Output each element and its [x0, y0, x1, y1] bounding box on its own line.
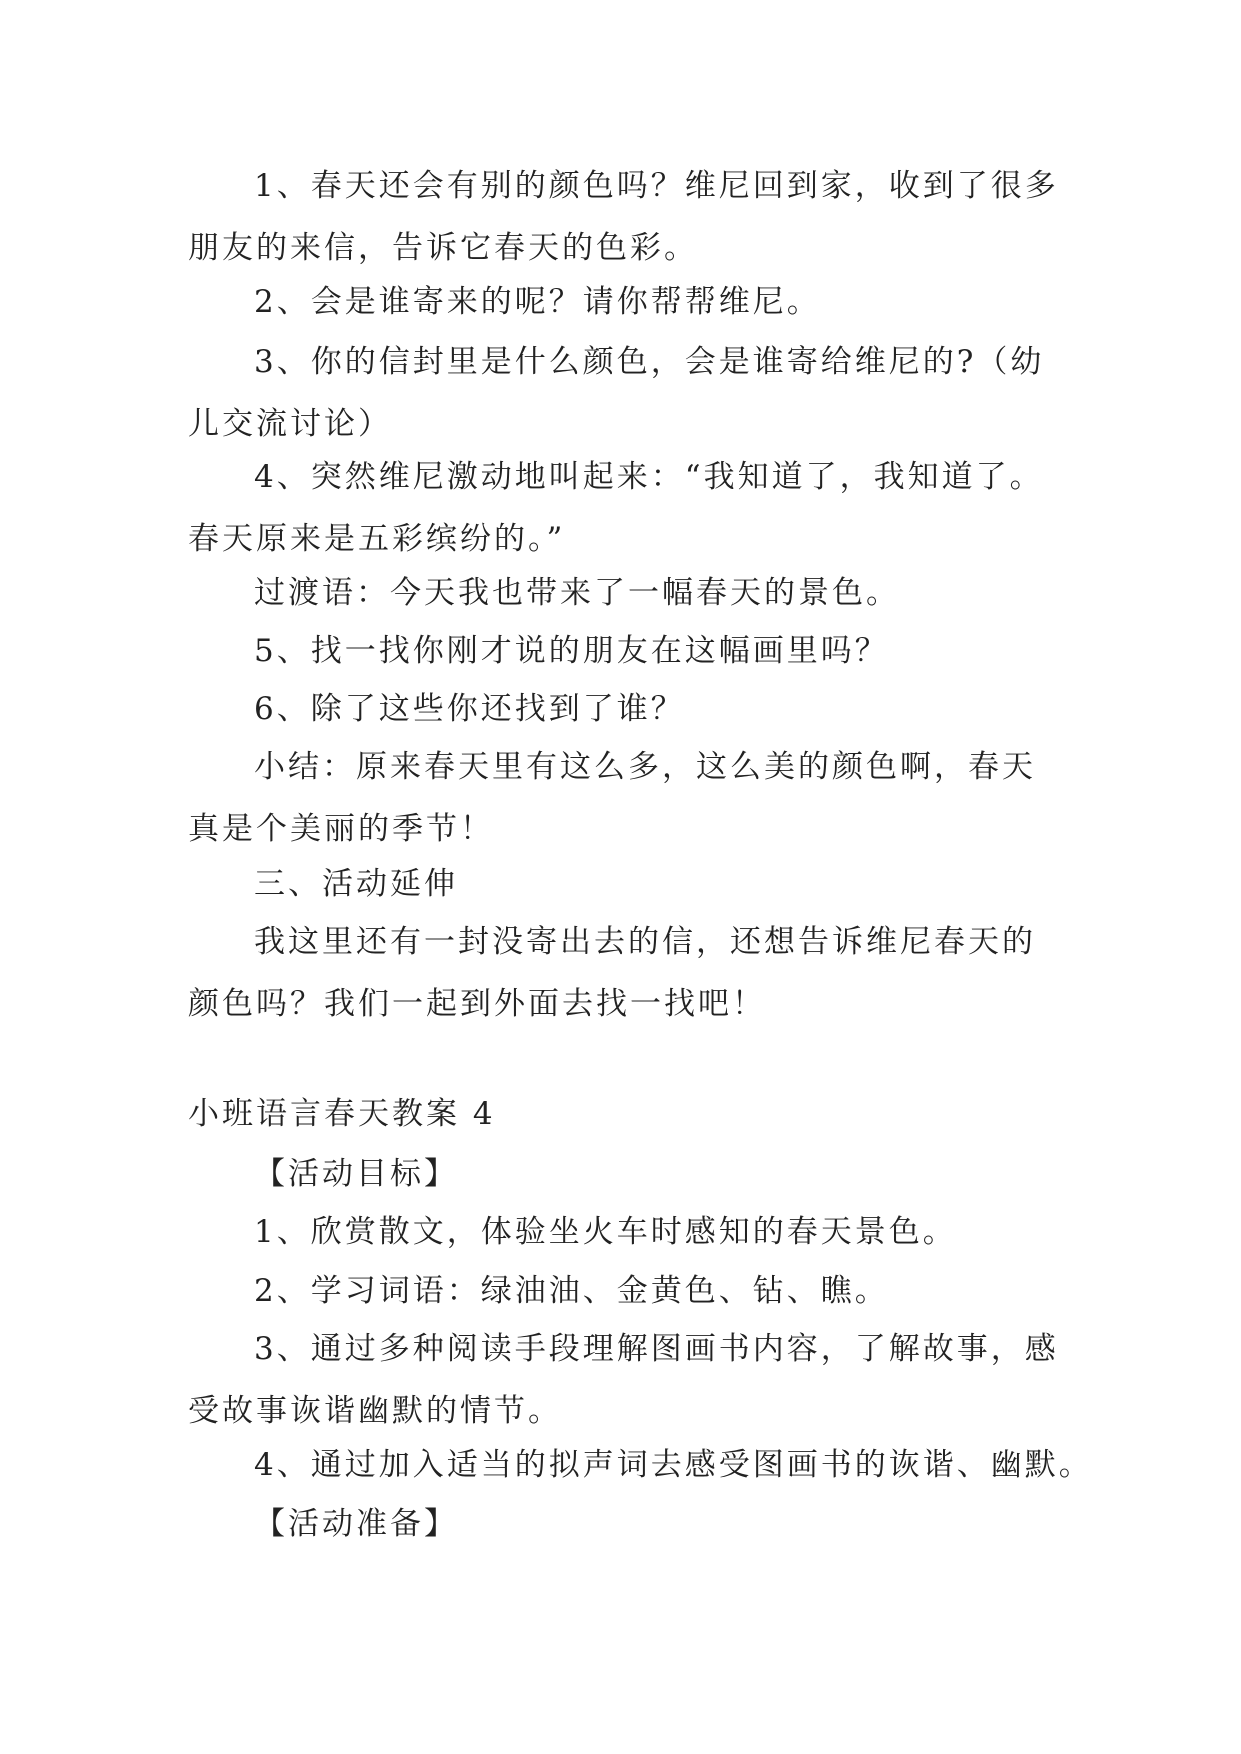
section-heading: 【活动准备】	[254, 1506, 458, 1542]
paragraph: 4、突然维尼激动地叫起来：“我知道了，我知道了。春天原来是五彩缤纷的。”	[188, 459, 1044, 557]
paragraph: 6、除了这些你还找到了谁？	[254, 691, 685, 727]
paragraph: 2、学习词语：绿油油、金黄色、钻、瞧。	[254, 1273, 889, 1309]
paragraph: 5、找一找你刚才说的朋友在这幅画里吗？	[254, 633, 889, 669]
section-heading: 【活动目标】	[254, 1156, 458, 1192]
paragraph: 2、会是谁寄来的呢？请你帮帮维尼。	[254, 284, 821, 320]
section-heading: 三、活动延伸	[254, 866, 458, 902]
paragraph: 1、春天还会有别的颜色吗？维尼回到家，收到了很多朋友的来信，告诉它春天的色彩。	[188, 168, 1059, 266]
paragraph: 3、通过多种阅读手段理解图画书内容，了解故事，感受故事诙谐幽默的情节。	[188, 1331, 1059, 1429]
paragraph: 1、欣赏散文，体验坐火车时感知的春天景色。	[254, 1214, 957, 1250]
document-title: 小班语言春天教案 4	[188, 1096, 496, 1132]
paragraph: 4、通过加入适当的拟声词去感受图画书的诙谐、幽默。	[254, 1447, 1093, 1483]
paragraph: 3、你的信封里是什么颜色，会是谁寄给维尼的?（幼儿交流讨论）	[188, 344, 1045, 442]
paragraph: 我这里还有一封没寄出去的信，还想告诉维尼春天的颜色吗？我们一起到外面去找一找吧！	[188, 924, 1036, 1022]
paragraph: 小结：原来春天里有这么多，这么美的颜色啊，春天真是个美丽的季节！	[188, 749, 1036, 847]
paragraph: 过渡语：今天我也带来了一幅春天的景色。	[254, 575, 900, 611]
